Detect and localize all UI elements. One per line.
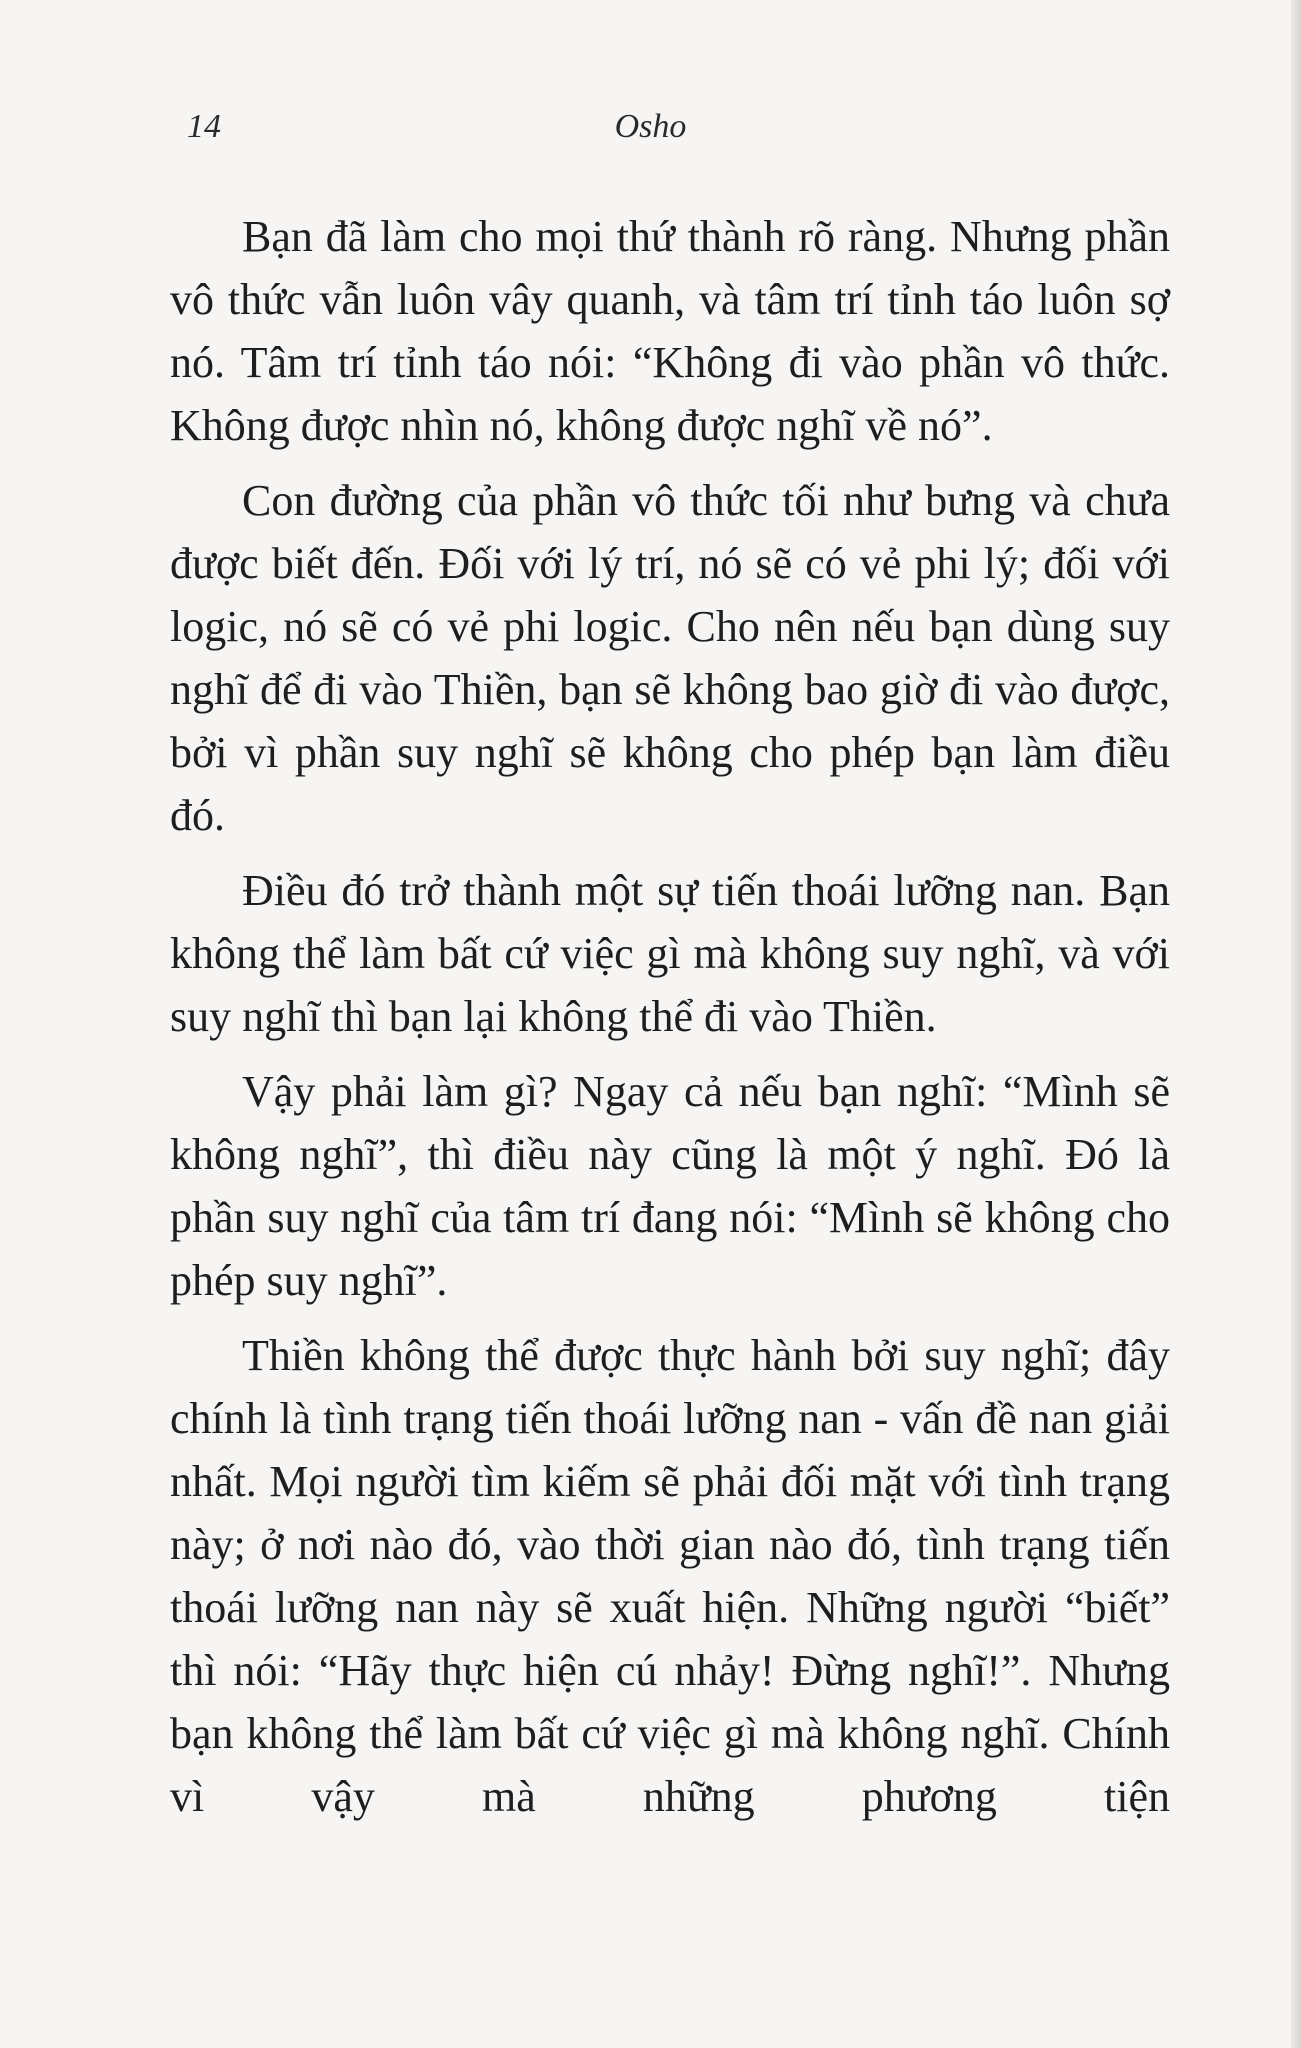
page-header — [0, 108, 1301, 158]
page-edge-shadow — [1291, 0, 1301, 2048]
paragraph: Vậy phải làm gì? Ngay cả nếu bạn nghĩ: “Mình sẽ không nghĩ”, thì điều này cũng là một ý nghĩ. Đó là phần suy nghĩ của tâm trí đang nói: “Mình sẽ không cho phép suy nghĩ”. — [170, 1067, 1170, 1305]
paragraph: Điều đó trở thành một sự tiến thoái lưỡng nan. Bạn không thể làm bất cứ việc gì mà không suy nghĩ, và với suy nghĩ thì bạn lại không thể đi vào Thiền. — [170, 866, 1170, 1041]
running-head: Osho — [614, 108, 687, 145]
body-text — [170, 205, 1170, 1840]
page-number: 14 — [187, 108, 221, 145]
paragraph: Thiền không thể được thực hành bởi suy nghĩ; đây chính là tình trạng tiến thoái lưỡng nan - vấn đề nan giải nhất. Mọi người tìm kiếm sẽ phải đối mặt với tình trạng này; ở nơi nào đó, vào thời gian nào đó, tình trạng tiến thoái lưỡng nan này sẽ xuất hiện. Những người “biết” thì nói: “Hãy thực hiện cú nhảy! Đừng nghĩ!”. Nhưng bạn không thể làm bất cứ việc gì mà không nghĩ. Chính vì vậy mà những phương tiện — [170, 1331, 1170, 1821]
paragraph: Con đường của phần vô thức tối như bưng và chưa được biết đến. Đối với lý trí, nó sẽ có vẻ phi lý; đối với logic, nó sẽ có vẻ phi logic. Cho nên nếu bạn dùng suy nghĩ để đi vào Thiền, bạn sẽ không bao giờ đi vào được, bởi vì phần suy nghĩ sẽ không cho phép bạn làm điều đó. — [170, 476, 1170, 840]
paragraph: Bạn đã làm cho mọi thứ thành rõ ràng. Nhưng phần vô thức vẫn luôn vây quanh, và tâm trí tỉnh táo luôn sợ nó. Tâm trí tỉnh táo nói: “Không đi vào phần vô thức. Không được nhìn nó, không được nghĩ về nó”. — [170, 212, 1170, 450]
